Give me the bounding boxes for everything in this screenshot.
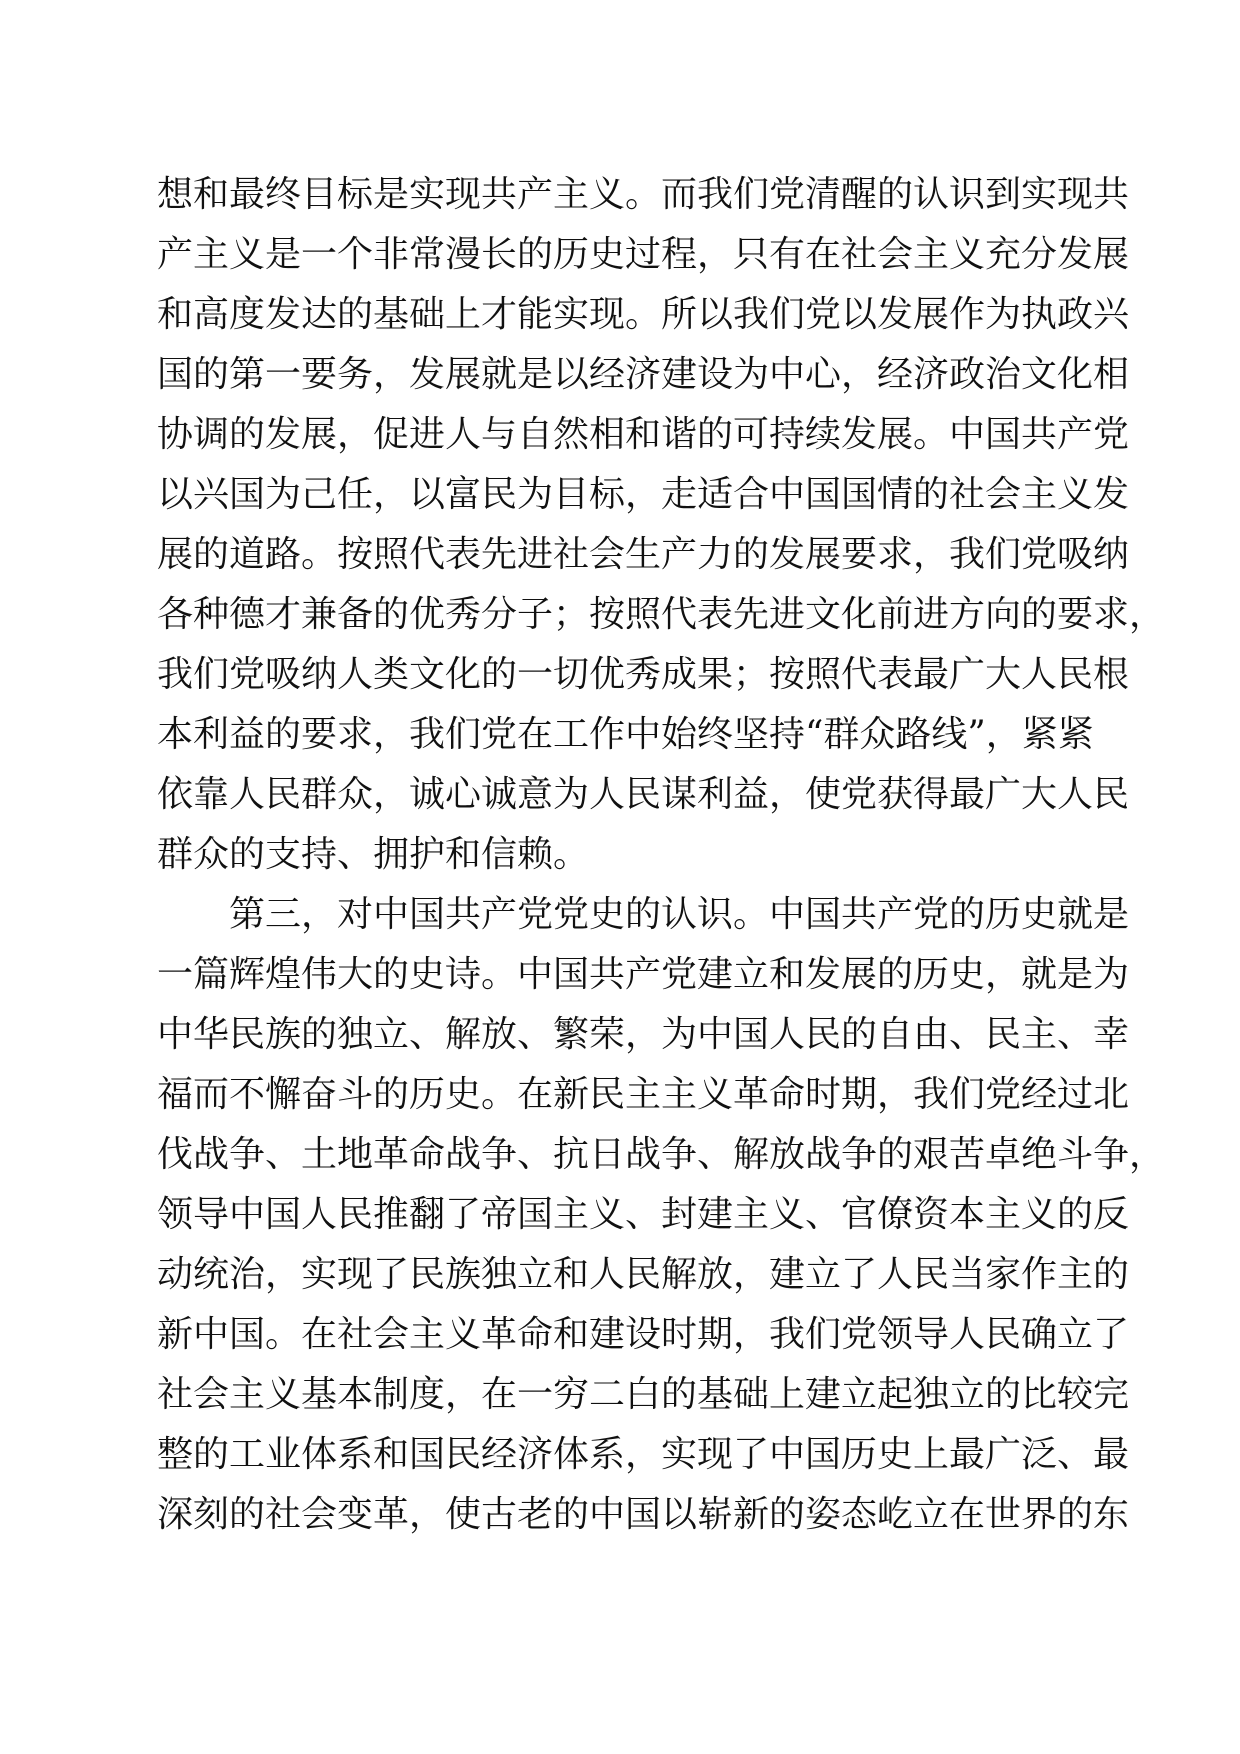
text-line: 依靠人民群众，诚心诚意为人民谋利益，使党获得最广大人民 [157,774,1130,815]
text-line: 中华民族的独立、解放、繁荣，为中国人民的自由、民主、幸 [157,1014,1130,1055]
text-line: 社会主义基本制度，在一穷二白的基础上建立起独立的比较完 [157,1374,1130,1415]
text-line: 深刻的社会变革，使古老的中国以崭新的姿态屹立在世界的东 [157,1494,1130,1535]
text-line: 领导中国人民推翻了帝国主义、封建主义、官僚资本主义的反 [157,1194,1130,1235]
text-line: 群众的支持、拥护和信赖。 [157,834,590,875]
text-line: 动统治，实现了民族独立和人民解放，建立了人民当家作主的 [157,1254,1130,1295]
text-line: 产主义是一个非常漫长的历史过程，只有在社会主义充分发展 [157,234,1130,275]
text-line: 和高度发达的基础上才能实现。所以我们党以发展作为执政兴 [157,294,1130,335]
text-line: 我们党吸纳人类文化的一切优秀成果；按照代表最广大人民根 [157,654,1130,695]
text-line: 本利益的要求，我们党在工作中始终坚持“群众路线”，紧紧 [157,714,1094,755]
text-line: 以兴国为己任，以富民为目标，走适合中国国情的社会主义发 [157,474,1130,515]
text-line: 整的工业体系和国民经济体系，实现了中国历史上最广泛、最 [157,1434,1130,1475]
text-line: 新中国。在社会主义革命和建设时期，我们党领导人民确立了 [157,1314,1130,1355]
text-line: 想和最终目标是实现共产主义。而我们党清醒的认识到实现共 [157,174,1130,215]
text-line: 展的道路。按照代表先进社会生产力的发展要求，我们党吸纳 [157,534,1130,575]
text-line: 福而不懈奋斗的历史。在新民主主义革命时期，我们党经过北 [157,1074,1130,1115]
document-body [157,165,1166,1545]
paragraph-1 [157,165,1166,885]
text-line: 各种德才兼备的优秀分子；按照代表先进文化前进方向的要求， [157,594,1166,635]
text-line: 协调的发展，促进人与自然相和谐的可持续发展。中国共产党 [157,414,1130,455]
paragraph-2 [157,885,1166,1545]
text-line: 一篇辉煌伟大的史诗。中国共产党建立和发展的历史，就是为 [157,954,1130,995]
text-line: 第三，对中国共产党党史的认识。中国共产党的历史就是 [229,894,1130,935]
text-line: 伐战争、土地革命战争、抗日战争、解放战争的艰苦卓绝斗争， [157,1134,1166,1175]
text-line: 国的第一要务，发展就是以经济建设为中心，经济政治文化相 [157,354,1130,395]
